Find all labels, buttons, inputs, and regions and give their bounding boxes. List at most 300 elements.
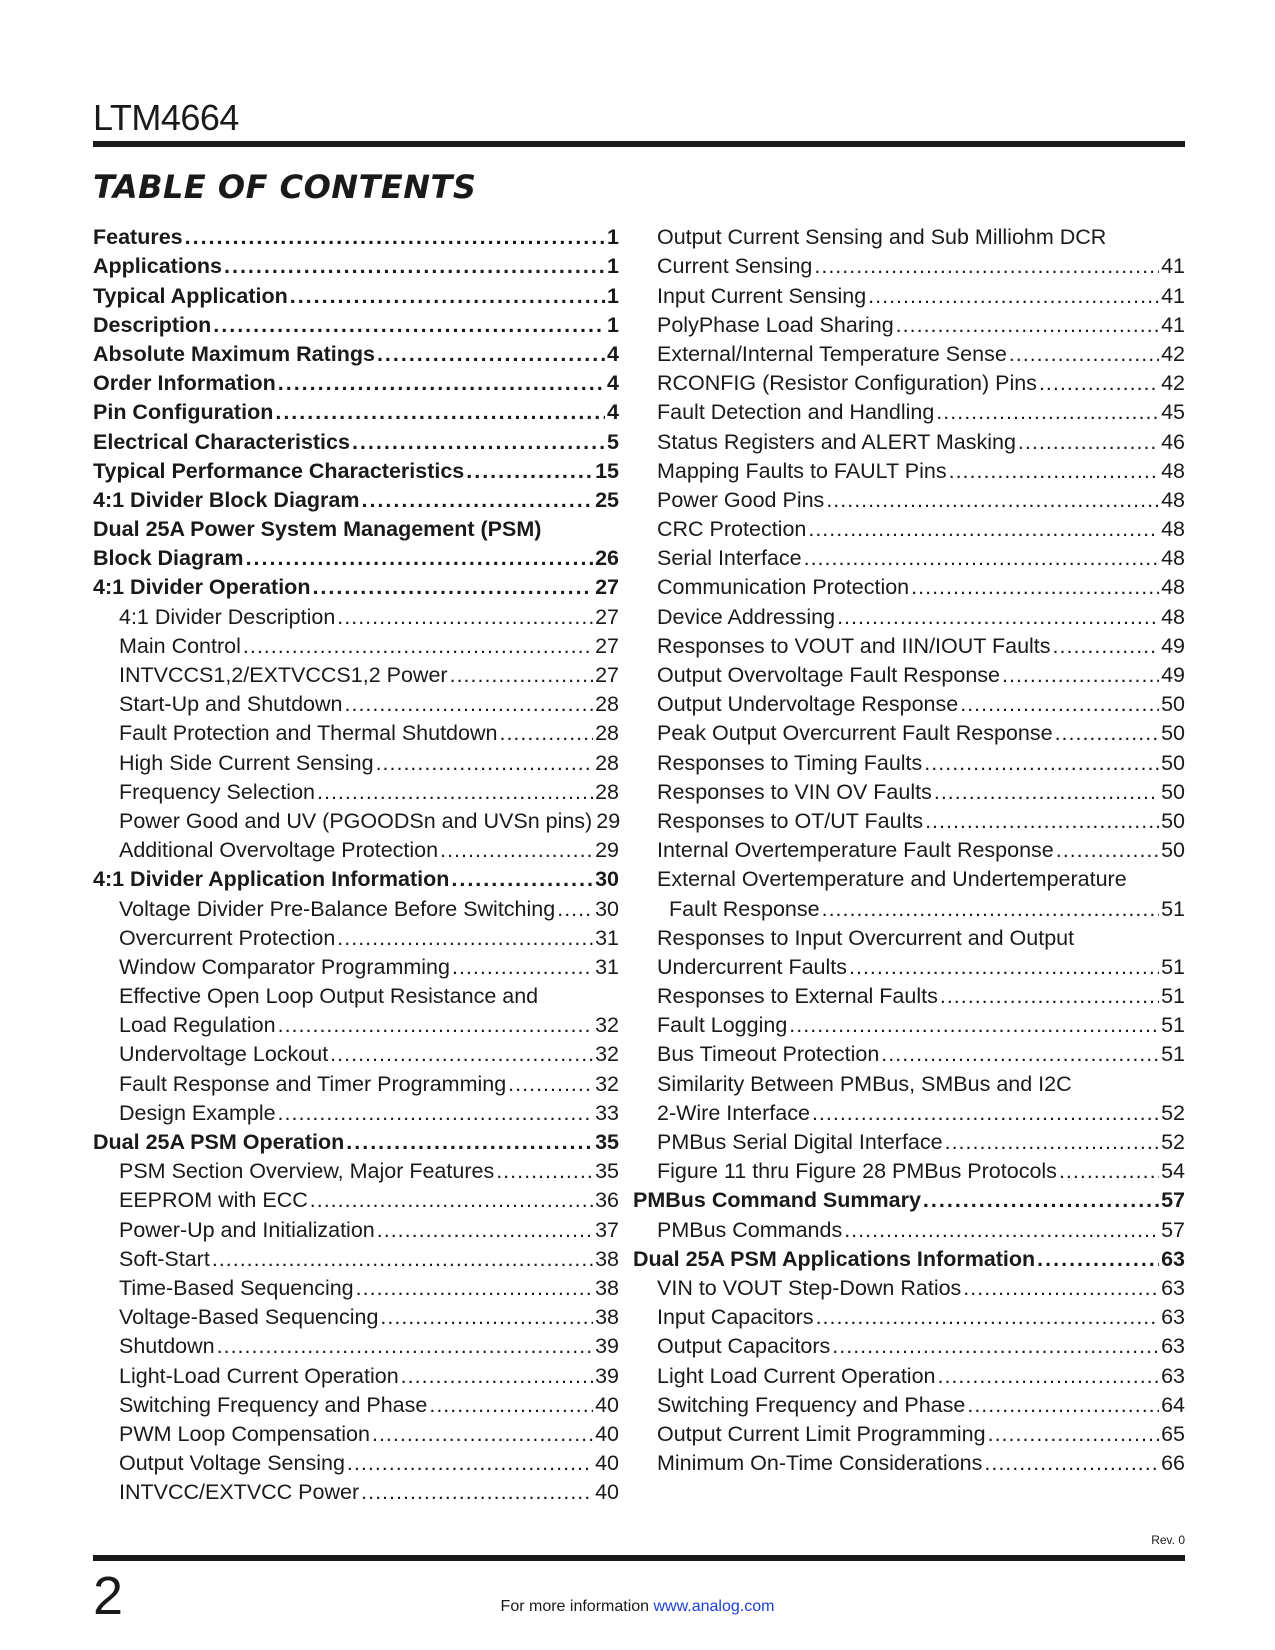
toc-entry-title: Start-Up and Shutdown — [119, 692, 343, 717]
toc-entry-title: Main Control — [119, 633, 241, 658]
toc-leader-dots — [429, 1393, 593, 1417]
toc-entry-page: 27 — [595, 663, 619, 687]
toc-entry-title: Status Registers and ALERT Masking — [657, 429, 1016, 454]
toc-entry-title: Fault Response and Timer Programming — [119, 1071, 507, 1096]
toc-entry-title: Voltage Divider Pre-Balance Before Switching — [119, 896, 556, 921]
toc-entry-title: 4:1 Divider Application Information — [93, 867, 450, 892]
toc-leader-dots — [967, 1393, 1159, 1417]
toc-entry[interactable] — [93, 745, 619, 774]
toc-entry[interactable] — [657, 337, 1185, 366]
toc-entry[interactable] — [93, 308, 619, 337]
toc-entry-page: 26 — [595, 546, 619, 571]
toc-entry[interactable] — [657, 1417, 1185, 1446]
toc-entry-page: 51 — [1161, 1042, 1185, 1067]
toc-entry-page: 42 — [1161, 341, 1185, 366]
toc-entry-page: 29 — [595, 838, 619, 863]
toc-entry-title: Switching Frequency and Phase — [119, 1392, 428, 1417]
toc-entry[interactable] — [93, 1008, 619, 1037]
toc-entry-page: 4 — [607, 371, 619, 396]
toc-entry[interactable] — [657, 1037, 1185, 1066]
toc-entry[interactable] — [93, 1417, 619, 1446]
toc-entry-title: Absolute Maximum Ratings — [93, 341, 375, 366]
toc-leader-dots — [837, 605, 1159, 629]
toc-entry-page: 66 — [1161, 1451, 1185, 1476]
toc-entry[interactable] — [657, 745, 1185, 774]
toc-entry-title: PolyPhase Load Sharing — [657, 312, 894, 337]
toc-entry-page: 48 — [1161, 517, 1185, 542]
page-number: 2 — [93, 1566, 124, 1626]
toc-entry[interactable] — [657, 716, 1185, 745]
toc-entry[interactable] — [657, 862, 1185, 891]
toc-leader-dots — [812, 1101, 1159, 1125]
toc-entry-title: PSM Section Overview, Major Features — [119, 1159, 495, 1184]
toc-leader-dots — [213, 313, 605, 337]
toc-leader-dots — [337, 605, 593, 629]
toc-entry-page: 50 — [1161, 779, 1185, 804]
toc-entry-page: 54 — [1161, 1159, 1185, 1184]
toc-entry[interactable] — [657, 599, 1185, 628]
toc-leader-dots — [816, 1305, 1160, 1329]
toc-entry[interactable] — [657, 687, 1185, 716]
toc-entry[interactable] — [657, 804, 1185, 833]
toc-entry-page: 63 — [1161, 1246, 1185, 1271]
toc-entry-title: Overcurrent Protection — [119, 925, 336, 950]
toc-left-column — [93, 220, 619, 1504]
toc-entry[interactable] — [633, 1242, 1185, 1271]
toc-leader-dots — [346, 1130, 593, 1154]
toc-entry[interactable] — [93, 1154, 619, 1183]
toc-leader-dots — [896, 313, 1159, 337]
toc-entry[interactable] — [657, 950, 1185, 979]
toc-entry-page: 33 — [595, 1100, 619, 1125]
toc-leader-dots — [923, 1188, 1159, 1212]
toc-leader-dots — [377, 1218, 593, 1242]
toc-leader-dots — [1002, 663, 1159, 687]
toc-entry-page: 40 — [595, 1392, 619, 1417]
toc-leader-dots — [452, 955, 593, 979]
toc-entry-page: 15 — [595, 458, 619, 483]
toc-entry-page: 50 — [1161, 721, 1185, 746]
toc-entry-page: 39 — [595, 1334, 619, 1359]
toc-entry-title: Output Current Limit Programming — [657, 1421, 986, 1446]
toc-leader-dots — [278, 1013, 593, 1037]
toc-entry-page: 50 — [1161, 750, 1185, 775]
toc-entry-page: 30 — [595, 896, 619, 921]
toc-leader-dots — [496, 1159, 593, 1183]
toc-entry[interactable] — [93, 775, 619, 804]
toc-leader-dots — [934, 780, 1159, 804]
toc-entry[interactable] — [93, 1183, 619, 1212]
toc-entry-title: Output Capacitors — [657, 1334, 831, 1359]
toc-entry-title: Pin Configuration — [93, 400, 274, 425]
toc-leader-dots — [310, 1188, 593, 1212]
toc-entry-title: 4:1 Divider Description — [119, 604, 336, 629]
toc-entry-page: 38 — [595, 1305, 619, 1330]
toc-leader-dots — [881, 1042, 1159, 1066]
toc-entry-title: Communication Protection — [657, 575, 910, 600]
toc-entry-title: Power-Up and Initialization — [119, 1217, 375, 1242]
footer-rule — [93, 1555, 1185, 1561]
toc-entry-title: Design Example — [119, 1100, 276, 1125]
toc-leader-dots — [337, 926, 593, 950]
toc-entry-title: Output Voltage Sensing — [119, 1451, 345, 1476]
toc-leader-dots — [185, 225, 605, 249]
toc-leader-dots — [377, 342, 605, 366]
toc-entry[interactable] — [93, 629, 619, 658]
toc-entry[interactable] — [93, 220, 619, 249]
toc-entry-title: Order Information — [93, 371, 276, 396]
toc-entry-page: 4 — [607, 341, 619, 366]
toc-entry-title: Output Overvoltage Fault Response — [657, 663, 1000, 687]
toc-leader-dots — [924, 751, 1159, 775]
toc-entry[interactable] — [93, 1096, 619, 1125]
toc-leader-dots — [1056, 838, 1159, 862]
toc-entry[interactable] — [657, 1271, 1185, 1300]
toc-leader-dots — [440, 838, 593, 862]
toc-entry-title: Peak Output Overcurrent Fault Response — [657, 721, 1053, 746]
footer-text — [0, 1598, 1275, 1616]
toc-entry-title: INTVCC/EXTVCC Power — [119, 1480, 360, 1505]
toc-entry-page: 45 — [1161, 400, 1185, 425]
toc-entry-title: Similarity Between PMBus, SMBus and I2C — [657, 1071, 1072, 1096]
toc-entry-title: Power Good Pins — [657, 487, 825, 512]
toc-entry-page: 40 — [595, 1421, 619, 1446]
section-heading: TABLE OF CONTENTS — [93, 168, 477, 206]
toc-entry[interactable] — [657, 833, 1185, 862]
toc-entry[interactable] — [93, 454, 619, 483]
toc-entry[interactable] — [93, 1329, 619, 1358]
toc-entry-title: Load Regulation — [119, 1013, 276, 1038]
toc-entry[interactable] — [93, 599, 619, 628]
toc-entry[interactable] — [657, 570, 1185, 599]
toc-entry-title: Minimum On-Time Considerations — [657, 1451, 983, 1476]
header-rule — [93, 141, 1185, 147]
toc-entry[interactable] — [657, 278, 1185, 307]
toc-leader-dots — [312, 575, 593, 599]
toc-entry-page: 32 — [595, 1013, 619, 1038]
toc-entry-title: Switching Frequency and Phase — [657, 1392, 966, 1417]
toc-entry[interactable] — [93, 1388, 619, 1417]
toc-leader-dots — [808, 517, 1159, 541]
toc-leader-dots — [317, 780, 593, 804]
toc-entry[interactable] — [93, 687, 619, 716]
toc-entry-page: 28 — [595, 779, 619, 804]
revision-label: Rev. 0 — [1151, 1533, 1185, 1547]
toc-leader-dots — [936, 400, 1159, 424]
toc-entry-page: 30 — [595, 867, 619, 892]
toc-entry-title: Fault Logging — [657, 1013, 788, 1038]
toc-entry-title: CRC Protection — [657, 517, 807, 542]
toc-entry-page: 42 — [1161, 371, 1185, 396]
toc-entry[interactable] — [93, 1300, 619, 1329]
toc-entry[interactable] — [93, 658, 619, 687]
toc-entry-title: Undercurrent Faults — [657, 954, 847, 979]
toc-leader-dots — [290, 284, 605, 308]
toc-leader-dots — [988, 1422, 1159, 1446]
toc-leader-dots — [1039, 371, 1159, 395]
toc-entry-title: Dual 25A Power System Management (PSM) — [93, 517, 542, 542]
toc-entry[interactable] — [93, 1125, 619, 1154]
toc-entry[interactable] — [657, 891, 1185, 920]
toc-entry-title: Responses to OT/UT Faults — [657, 808, 924, 833]
toc-leader-dots — [217, 1334, 593, 1358]
toc-leader-dots — [275, 400, 605, 424]
toc-entry[interactable] — [657, 921, 1185, 950]
toc-entry[interactable] — [93, 979, 619, 1008]
toc-entry-page: 51 — [1161, 984, 1185, 1009]
toc-entry-page: 52 — [1161, 1100, 1185, 1125]
toc-entry[interactable] — [93, 891, 619, 920]
toc-entry-page: 27 — [595, 604, 619, 629]
toc-entry-page: 40 — [595, 1480, 619, 1505]
toc-entry[interactable] — [93, 804, 619, 833]
toc-entry-page: 48 — [1161, 487, 1185, 512]
toc-entry[interactable] — [93, 424, 619, 453]
toc-entry[interactable] — [657, 1154, 1185, 1183]
toc-leader-dots — [212, 1247, 593, 1271]
toc-leader-dots — [1055, 721, 1160, 745]
toc-entry[interactable] — [657, 512, 1185, 541]
toc-entry[interactable] — [657, 1125, 1185, 1154]
toc-entry-title: 2-Wire Interface — [657, 1100, 810, 1125]
toc-entry-title: Electrical Characteristics — [93, 429, 350, 454]
toc-entry[interactable] — [657, 1300, 1185, 1329]
toc-entry[interactable] — [657, 775, 1185, 804]
toc-entry-page: 27 — [595, 575, 619, 600]
toc-entry[interactable] — [657, 1096, 1185, 1125]
toc-entry[interactable] — [93, 921, 619, 950]
toc-entry-page: 28 — [595, 750, 619, 775]
toc-leader-dots — [1037, 1247, 1159, 1271]
toc-entry-title: Window Comparator Programming — [119, 954, 450, 979]
toc-entry[interactable] — [93, 1271, 619, 1300]
toc-entry-title: Typical Performance Characteristics — [93, 458, 465, 483]
toc-entry[interactable] — [657, 220, 1185, 249]
toc-entry-title: Features — [93, 225, 183, 250]
toc-entry[interactable] — [93, 512, 619, 541]
toc-entry[interactable] — [93, 1037, 619, 1066]
toc-leader-dots — [868, 284, 1159, 308]
toc-right-column — [633, 220, 1185, 1476]
toc-entry[interactable] — [93, 570, 619, 599]
toc-leader-dots — [278, 1101, 594, 1125]
toc-entry-title: Responses to Input Overcurrent and Output — [657, 925, 1075, 950]
toc-leader-dots — [984, 1451, 1159, 1475]
more-info-label: For more information — [500, 1598, 650, 1615]
toc-entry[interactable] — [657, 629, 1185, 658]
toc-entry[interactable] — [657, 454, 1185, 483]
toc-entry[interactable] — [657, 366, 1185, 395]
toc-entry-title: Mapping Faults to FAULT Pins — [657, 458, 947, 483]
toc-entry[interactable] — [657, 658, 1185, 687]
toc-entry-page: 48 — [1161, 604, 1185, 629]
toc-entry-page: 49 — [1161, 663, 1185, 687]
toc-entry-title: Light-Load Current Operation — [119, 1363, 399, 1388]
toc-entry-title: 4:1 Divider Block Diagram — [93, 487, 360, 512]
toc-leader-dots — [278, 371, 605, 395]
toc-entry[interactable] — [93, 716, 619, 745]
toc-leader-dots — [945, 1130, 1159, 1154]
toc-entry-title: Output Undervoltage Response — [657, 692, 959, 717]
toc-entry-title: Serial Interface — [657, 546, 802, 571]
toc-leader-dots — [466, 459, 593, 483]
toc-entry[interactable] — [657, 1329, 1185, 1358]
toc-leader-dots — [949, 459, 1159, 483]
toc-entry-title: Power Good and UV (PGOODSn and UVSn pins) — [119, 808, 593, 833]
toc-leader-dots — [508, 1072, 593, 1096]
toc-entry-page: 50 — [1161, 838, 1185, 863]
toc-entry-page: 51 — [1161, 954, 1185, 979]
toc-entry-page: 29 — [596, 808, 621, 833]
toc-leader-dots — [330, 1042, 593, 1066]
toc-entry[interactable] — [657, 1212, 1185, 1241]
toc-entry-title: Light Load Current Operation — [657, 1363, 936, 1388]
toc-entry-page: 38 — [595, 1246, 619, 1271]
toc-leader-dots — [937, 1364, 1159, 1388]
toc-entry-title: Shutdown — [119, 1334, 215, 1359]
toc-leader-dots — [356, 1276, 593, 1300]
toc-entry-page: 25 — [595, 487, 619, 512]
toc-entry[interactable] — [93, 833, 619, 862]
document-title: LTM4664 — [93, 97, 239, 138]
toc-entry-page: 41 — [1161, 283, 1185, 308]
toc-entry-page: 31 — [595, 954, 619, 979]
toc-leader-dots — [243, 634, 593, 658]
toc-leader-dots — [963, 1276, 1159, 1300]
toc-entry[interactable] — [657, 483, 1185, 512]
toc-entry-title: Responses to External Faults — [657, 984, 938, 1009]
toc-entry[interactable] — [93, 1066, 619, 1095]
toc-leader-dots — [450, 663, 593, 687]
toc-entry[interactable] — [657, 979, 1185, 1008]
toc-entry-title: 4:1 Divider Operation — [93, 575, 311, 600]
toc-entry[interactable] — [93, 1358, 619, 1387]
toc-entry-page: 64 — [1161, 1392, 1185, 1417]
toc-entry-title: PMBus Commands — [657, 1217, 843, 1242]
toc-leader-dots — [347, 1451, 593, 1475]
toc-entry-page: 65 — [1161, 1421, 1185, 1446]
toc-entry[interactable] — [93, 395, 619, 424]
toc-entry-page: 35 — [595, 1159, 619, 1184]
toc-entry[interactable] — [93, 541, 619, 570]
toc-entry-page: 50 — [1161, 808, 1185, 833]
toc-entry[interactable] — [657, 1388, 1185, 1417]
toc-entry-page: 51 — [1161, 896, 1185, 921]
toc-entry-page: 1 — [607, 225, 619, 250]
toc-leader-dots — [1059, 1159, 1159, 1183]
toc-entry-page: 63 — [1161, 1275, 1185, 1300]
toc-entry-title: Responses to VIN OV Faults — [657, 779, 932, 804]
toc-entry-page: 38 — [595, 1275, 619, 1300]
toc-entry-title: INTVCCS1,2/EXTVCCS1,2 Power — [119, 663, 448, 687]
toc-entry-page: 57 — [1161, 1217, 1185, 1242]
toc-entry-title: High Side Current Sensing — [119, 750, 374, 775]
toc-leader-dots — [1009, 342, 1159, 366]
toc-entry-title: Figure 11 thru Figure 28 PMBus Protocols — [657, 1159, 1057, 1184]
toc-entry[interactable] — [93, 483, 619, 512]
toc-entry-title: EEPROM with ECC — [119, 1188, 308, 1213]
toc-entry-title: Soft-Start — [119, 1246, 210, 1271]
toc-entry-title: Dual 25A PSM Operation — [93, 1130, 345, 1154]
toc-entry[interactable] — [657, 1008, 1185, 1037]
toc-leader-dots — [911, 575, 1159, 599]
toc-entry[interactable] — [657, 1358, 1185, 1387]
toc-entry-title: Device Addressing — [657, 604, 836, 629]
toc-entry[interactable] — [93, 249, 619, 278]
toc-entry[interactable] — [93, 1242, 619, 1271]
toc-entry-page: 5 — [607, 429, 619, 454]
toc-entry[interactable] — [93, 1212, 619, 1241]
toc-leader-dots — [451, 867, 593, 891]
toc-entry-title: PWM Loop Compensation — [119, 1421, 370, 1446]
toc-leader-dots — [224, 254, 605, 278]
toc-entry-title: Typical Application — [93, 283, 288, 308]
toc-leader-dots — [345, 692, 594, 716]
toc-entry[interactable] — [633, 1183, 1185, 1212]
toc-entry-page: 36 — [595, 1188, 619, 1213]
toc-entry-title: Frequency Selection — [119, 779, 315, 804]
toc-leader-dots — [925, 809, 1159, 833]
toc-leader-dots — [401, 1364, 593, 1388]
toc-entry[interactable] — [657, 541, 1185, 570]
toc-entry[interactable] — [657, 424, 1185, 453]
toc-leader-dots — [380, 1305, 593, 1329]
toc-entry[interactable] — [93, 278, 619, 307]
toc-leader-dots — [822, 897, 1159, 921]
toc-leader-dots — [499, 721, 593, 745]
toc-entry-page: 1 — [607, 312, 619, 337]
toc-entry[interactable] — [93, 950, 619, 979]
toc-entry-page: 48 — [1161, 575, 1185, 600]
toc-entry[interactable] — [657, 308, 1185, 337]
toc-entry-title: Effective Open Loop Output Resistance and — [119, 984, 539, 1009]
toc-entry-title: Dual 25A PSM Applications Information — [633, 1246, 1036, 1271]
toc-entry[interactable] — [657, 395, 1185, 424]
toc-entry[interactable] — [93, 1446, 619, 1475]
toc-leader-dots — [804, 546, 1159, 570]
toc-entry-page: 4 — [607, 400, 619, 425]
website-link[interactable]: www.analog.com — [653, 1598, 775, 1615]
toc-entry[interactable] — [93, 366, 619, 395]
toc-entry-title: VIN to VOUT Step-Down Ratios — [657, 1275, 962, 1300]
toc-entry-title: PMBus Serial Digital Interface — [657, 1130, 943, 1154]
toc-entry-title: Bus Timeout Protection — [657, 1042, 880, 1067]
toc-entry[interactable] — [657, 249, 1185, 278]
toc-entry-title: External/Internal Temperature Sense — [657, 341, 1007, 366]
toc-leader-dots — [789, 1013, 1159, 1037]
toc-leader-dots — [557, 897, 593, 921]
toc-entry-page: 63 — [1161, 1305, 1185, 1330]
toc-entry-title: Internal Overtemperature Fault Response — [657, 838, 1054, 863]
toc-entry-title: Fault Detection and Handling — [657, 400, 935, 425]
toc-entry-title: Output Current Sensing and Sub Milliohm DCR — [657, 225, 1107, 250]
toc-leader-dots — [849, 955, 1159, 979]
toc-entry-title: Additional Overvoltage Protection — [119, 838, 439, 863]
toc-entry-title: Time-Based Sequencing — [119, 1275, 354, 1300]
toc-entry[interactable] — [93, 862, 619, 891]
toc-entry[interactable] — [657, 1066, 1185, 1095]
toc-entry-page: 32 — [595, 1042, 619, 1067]
toc-entry[interactable] — [93, 337, 619, 366]
toc-leader-dots — [372, 1422, 593, 1446]
toc-entry[interactable] — [93, 1475, 619, 1504]
toc-entry-title: Fault Response — [669, 896, 820, 921]
toc-entry-page: 28 — [595, 721, 619, 746]
toc-entry-page: 40 — [595, 1451, 619, 1476]
toc-entry[interactable] — [657, 1446, 1185, 1475]
toc-entry-title: Block Diagram — [93, 546, 244, 571]
toc-entry-page: 52 — [1161, 1130, 1185, 1154]
